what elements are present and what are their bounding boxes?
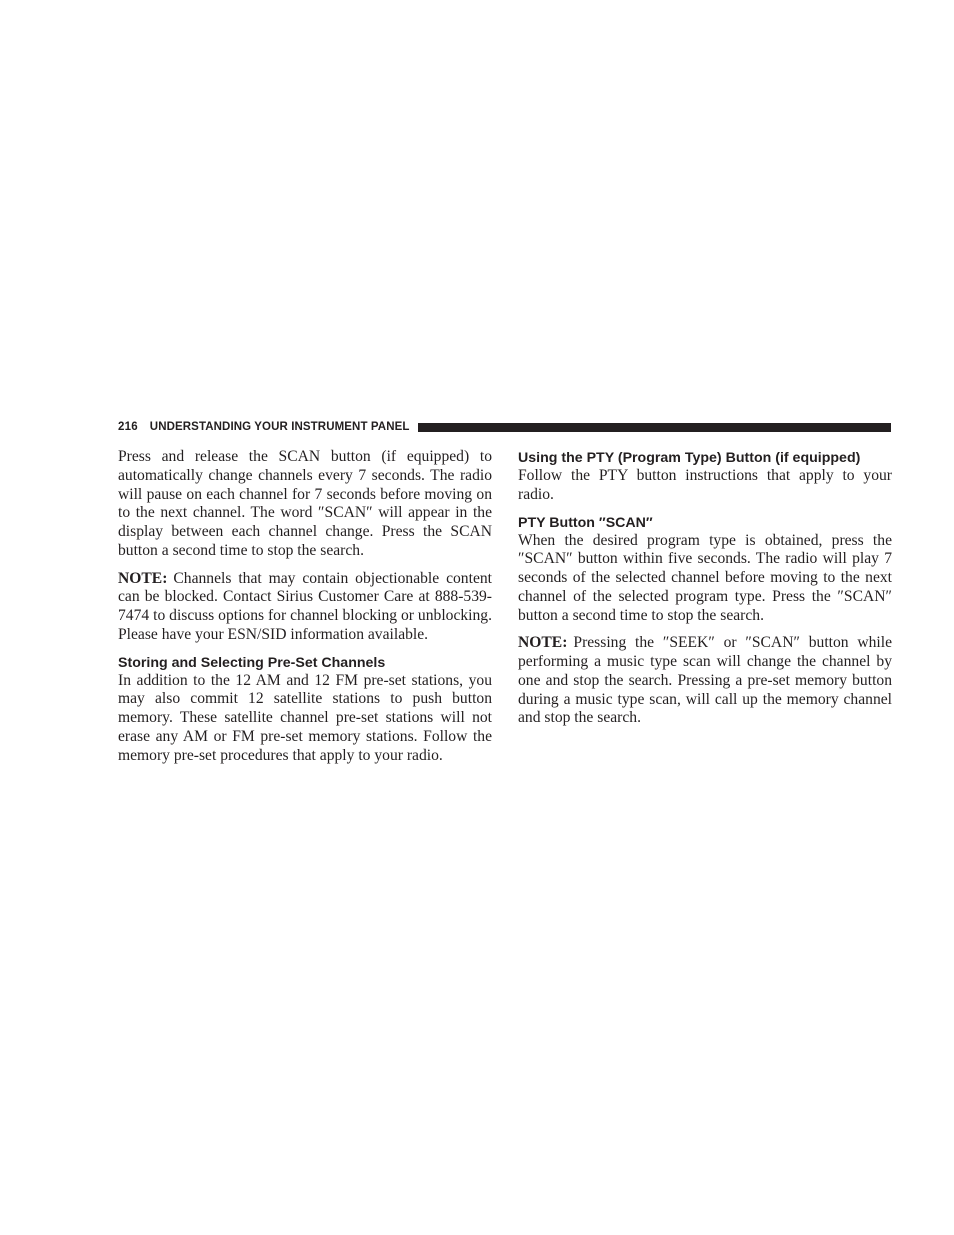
section-heading: Storing and Selecting Pre-Set Channels	[118, 654, 386, 671]
section-heading: Using the PTY (Program Type) Button (if equipped)	[518, 450, 861, 466]
right-column	[518, 448, 892, 737]
pty-scan-paragraph: When the desired program type is obtained, press the ″SCAN″ button within five seconds. The radio will play 7 seconds of the selected channel before moving to the next channel of the selected program type. Press the ″SCAN″ button a second time to stop the search.	[518, 531, 892, 624]
pty-paragraph: Follow the PTY button instructions that apply to your radio.	[518, 467, 892, 503]
note-paragraph	[518, 634, 892, 728]
note-label: NOTE:	[518, 634, 568, 652]
section-heading: PTY Button ″SCAN″	[518, 514, 653, 531]
page-number: 216	[118, 421, 138, 433]
page-header	[118, 419, 891, 435]
note-label: NOTE:	[118, 569, 168, 587]
left-column	[118, 448, 492, 774]
note-paragraph	[118, 570, 492, 645]
scan-paragraph: Press and release the SCAN button (if equipped) to automatically change channels every 7 seconds. The radio will pause on each channel for 7 seconds before moving on to the next channel. The word ″SCAN″ will appear in the display between each channel change. Press the SCAN button a second time to stop the search.	[118, 448, 492, 559]
section-title: UNDERSTANDING YOUR INSTRUMENT PANEL	[149, 421, 410, 433]
preset-paragraph: In addition to the 12 AM and 12 FM pre-set stations, you may also commit 12 satellite stations to push button memory. These satellite channel pre-set stations will not erase any AM or FM pre-set memory stations. Follow the memory pre-set procedures that apply to your radio.	[118, 671, 492, 764]
header-rule	[418, 423, 892, 432]
note-text: Channels that may contain objectionable content can be blocked. Contact Sirius Customer Care at 888-539-7474 to discuss options for channel blocking or unblocking. Please have your ESN/SID information available.	[118, 569, 492, 643]
note-text: Pressing the ″SEEK″ or ″SCAN″ button while performing a music type scan will change the channel by one and stop the search. Pressing a pre-set memory button during a music type scan, will call up the memory channel and stop the search.	[518, 634, 892, 727]
